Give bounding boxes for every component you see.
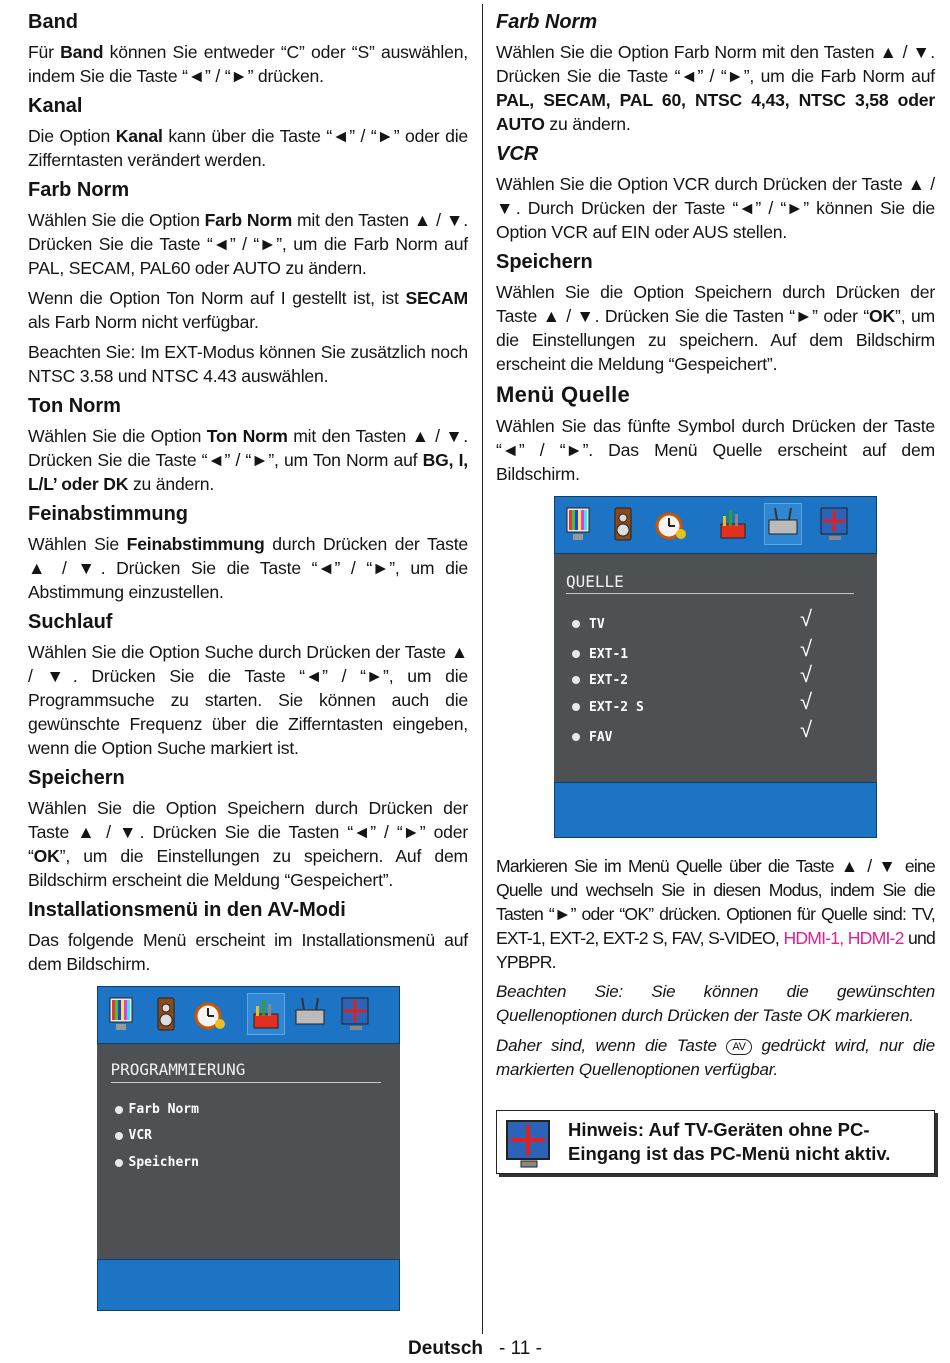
check-icon: √ (800, 606, 813, 631)
speichern-text: Wählen Sie die Option Speichern durch Drücken der Taste ▲ / ▼. Drücken Sie die Tasten “◄” / “►” oder “OK”, um die Einstellungen zu speichern. Auf dem Bildschirm erscheint die Meldung “Gespeichert”. (28, 798, 468, 890)
picture-menu-icon (104, 994, 140, 1034)
page-footer (0, 1338, 950, 1360)
check-icon: √ (800, 662, 813, 687)
feinabstimmung-text: Wählen Sie Feinabstimmung durch Drücken der Taste ▲ / ▼. Drücken Sie die Taste “◄” / “►”, um die Abstimmung einzustellen. (28, 534, 468, 602)
vcr-text: Wählen Sie die Option VCR durch Drücken der Taste ▲ / ▼. Durch Drücken der Taste “◄” / “►” können Sie die Option VCR auf EIN oder AUS stellen. (496, 174, 935, 242)
installationsmenue-text: Das folgende Menü erscheint im Installationsmenü auf dem Bildschirm. (28, 930, 468, 974)
bullet (572, 703, 580, 711)
menue-quelle-text: Wählen Sie das fünfte Symbol durch Drücken der Taste “◄” / “►”. Das Menü Quelle erscheint auf dem Bildschirm. (496, 416, 935, 484)
menu-bottom-bar (554, 782, 877, 838)
pc-menu-icon (338, 994, 374, 1034)
clock-menu-icon (192, 994, 228, 1034)
left-column (28, 6, 468, 1311)
hinweis-line-1: Hinweis: Auf TV-Geräten ohne PC- (568, 1119, 870, 1140)
source-menu-icon (765, 504, 801, 544)
heading-feinabstimmung: Feinabstimmung (28, 503, 189, 525)
title-underline (566, 593, 854, 594)
farb-norm-text: Wählen Sie die Option Farb Norm mit den Tasten ▲ / ▼. Drücken Sie die Taste “◄” / “►”, um die Farb Norm auf PAL, SECAM, PAL60 oder AUTO zu ändern. (28, 210, 468, 278)
footer-language: Deutsch (408, 1338, 484, 1359)
source-menu-icon (292, 994, 328, 1034)
programmierung-panel (97, 1044, 400, 1259)
hinweis-text (568, 1118, 890, 1166)
check-icon: √ (800, 689, 813, 714)
source-option-ext1[interactable]: EXT-1 (589, 647, 629, 662)
source-option-ext2[interactable]: EXT-2 (589, 673, 629, 688)
menu-bottom-bar (97, 1259, 400, 1311)
av-key-icon: AV (726, 1039, 751, 1055)
bullet (572, 620, 580, 628)
install-menu-icon (248, 994, 284, 1034)
menu-option-vcr[interactable]: VCR (128, 1128, 152, 1143)
check-icon: √ (800, 717, 813, 742)
farb-norm-right-text: Wählen Sie die Option Farb Norm mit den Tasten ▲ / ▼. Drücken Sie die Taste “◄” / “►”, um die Farb Norm auf PAL, SECAM, PAL 60, NTSC 4,43, NTSC 3,58 oder AUTO zu ändern. (496, 42, 935, 134)
bullet (115, 1132, 123, 1140)
programmierung-title: PROGRAMMIERUNG (110, 1060, 246, 1079)
hdmi-options: HDMI-1, HDMI-2 (783, 928, 904, 948)
bullet (572, 733, 580, 741)
kanal-text: Die Option Kanal kann über die Taste “◄” / “►” oder die Zifferntasten verändert werden. (28, 126, 468, 170)
page-number: - 11 - (499, 1338, 542, 1359)
hinweis-box (496, 1110, 935, 1174)
heading-kanal: Kanal (28, 95, 83, 117)
menu-option-farb-norm[interactable]: Farb Norm (128, 1102, 199, 1117)
speichern-right-text: Wählen Sie die Option Speichern durch Drücken der Taste ▲ / ▼. Drücken Sie die Tasten “►” oder “OK”, um die Einstellungen zu speichern. Auf dem Bildschirm erscheint die Meldung “Gespeichert”. (496, 282, 936, 374)
clock-menu-icon (653, 504, 689, 544)
heading-speichern-right: Speichern (496, 251, 593, 273)
beachten-av-note: Daher sind, wenn die Taste AV gedrückt wird, nur die markierten Quellenoptionen verfügbar. (496, 1036, 935, 1079)
hinweis-line-2: Eingang ist das PC-Menü nicht aktiv. (568, 1143, 891, 1164)
source-option-tv[interactable]: TV (589, 617, 605, 632)
suchlauf-text: Wählen Sie die Option Suche durch Drücken der Taste ▲ / ▼. Drücken Sie die Taste “◄” / “►”, um die Programmsuche zu starten. Sie können auch die gewünschte Frequenz über die Zifferntasten eingeben, wenn die Option Suche markiert ist. (28, 642, 468, 758)
programmierung-menu-screenshot (97, 986, 400, 1311)
heading-menue-quelle: Menü Quelle (496, 382, 631, 407)
title-underline (111, 1082, 381, 1083)
beachten-note: Beachten Sie: Sie können die gewünschten Quellenoptionen durch Drücken der Taste OK markieren. (496, 982, 935, 1025)
quelle-title: QUELLE (566, 572, 624, 591)
heading-suchlauf: Suchlauf (28, 611, 113, 633)
ton-norm-text: Wählen Sie die Option Ton Norm mit den Tasten ▲ / ▼. Drücken Sie die Taste “◄” / “►”, um Ton Norm auf BG, I, L/L’ oder DK zu ändern. (28, 426, 468, 494)
pc-menu-icon (817, 504, 853, 544)
farb-norm-secam-text: Wenn die Option Ton Norm auf I gestellt ist, ist SECAM als Farb Norm nicht verfügbar. (28, 288, 468, 332)
markieren-text: Markieren Sie im Menü Quelle über die Taste ▲ / ▼ eine Quelle und wechseln Sie in diesen Modus, indem Sie die Tasten “►” oder “OK” drücken. Optionen für Quelle sind: TV, EXT-1, EXT-2, EXT-2 S, FAV, S-VIDEO, HDMI-1, HDMI-2 und YPBPR. (496, 856, 935, 972)
bullet (115, 1106, 123, 1114)
heading-farb-norm-right: Farb Norm (496, 11, 598, 33)
heading-installationsmenue: Installationsmenü in den AV-Modi (28, 899, 346, 921)
sound-menu-icon (148, 994, 184, 1034)
heading-vcr: VCR (496, 143, 539, 165)
farb-norm-ext-note: Beachten Sie: Im EXT-Modus können Sie zusätzlich noch NTSC 3.58 und NTSC 4.43 auswählen. (28, 342, 468, 386)
sound-menu-icon (605, 504, 641, 544)
band-text: Für Band können Sie entweder “C” oder “S” auswählen, indem Sie die Taste “◄” / “►” drücken. (28, 42, 468, 86)
install-menu-icon (715, 504, 751, 544)
source-option-ext2s[interactable]: EXT-2 S (589, 700, 644, 715)
menu-icon-bar (97, 986, 400, 1044)
column-divider (482, 4, 483, 1334)
quelle-panel (554, 554, 877, 782)
menu-option-speichern[interactable]: Speichern (128, 1155, 199, 1170)
heading-band: Band (28, 11, 78, 33)
bullet (572, 650, 580, 658)
heading-ton-norm: Ton Norm (28, 395, 121, 417)
bullet (572, 676, 580, 684)
source-option-fav[interactable]: FAV (589, 730, 613, 745)
heading-speichern: Speichern (28, 767, 125, 789)
pc-menu-icon (505, 1117, 555, 1169)
right-column (496, 6, 935, 1174)
menu-icon-bar (554, 496, 877, 554)
picture-menu-icon (561, 504, 597, 544)
bullet (115, 1159, 123, 1167)
heading-farb-norm: Farb Norm (28, 179, 130, 201)
check-icon: √ (800, 636, 813, 661)
quelle-menu-screenshot (554, 496, 877, 838)
